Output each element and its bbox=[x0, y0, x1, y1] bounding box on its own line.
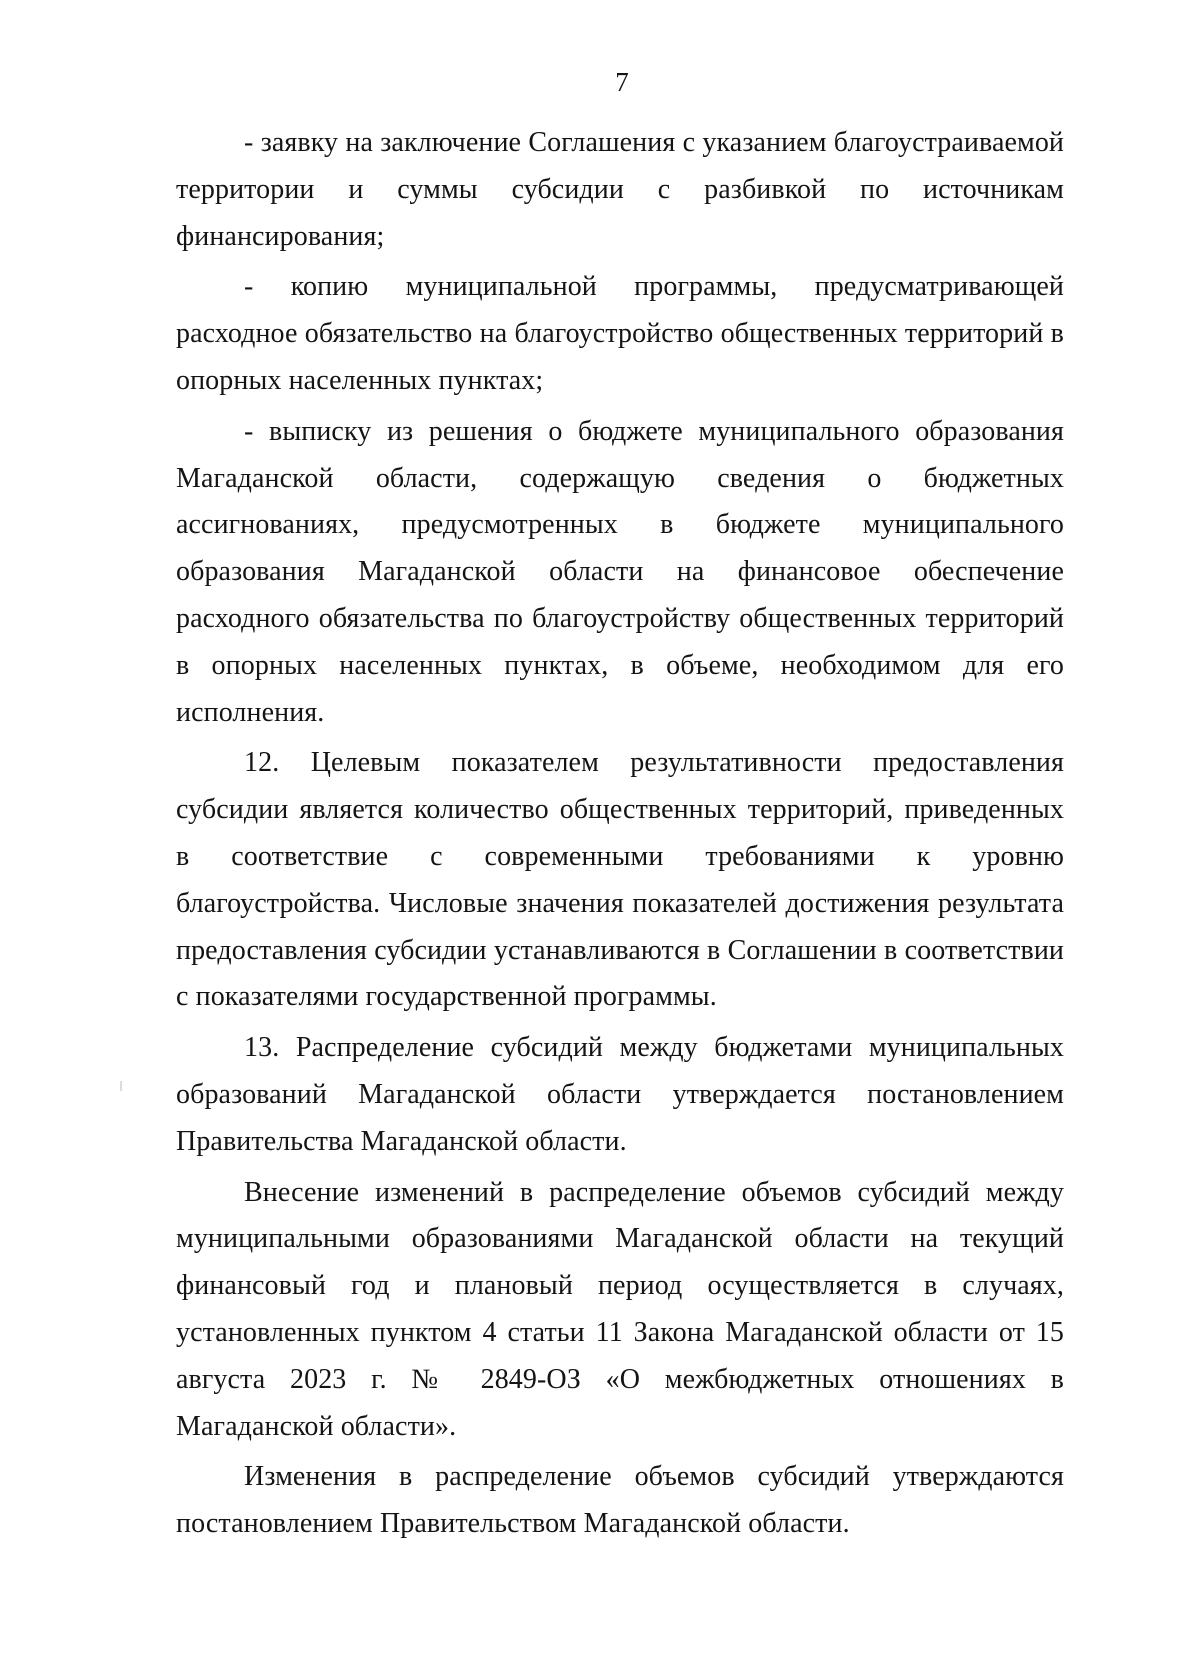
list-item-budget-extract: - выписку из решения о бюджете муниципального образования Магаданской области, содержащую сведения о бюджетных ассигнованиях, предусмотренных в бюджете муниципального образования Магаданской области на финансовое обеспечение расходного обязательства по благоустройству общественных территорий в опорных населенных пунктах, в объеме, необходимом для его исполнения. bbox=[176, 415, 1064, 728]
paragraph-changes-approval: Изменения в распределение объемов субсидий утверждаются постановлением Правительством Магаданской области. bbox=[176, 1461, 1064, 1540]
page-number: 7 bbox=[615, 67, 629, 97]
paragraph-13: 13. Распределение субсидий между бюджетами муниципальных образований Магаданской области утверждается постановлением Правительства Магаданской области. bbox=[176, 1032, 1064, 1157]
paragraph-12: 12. Целевым показателем результативности предоставления субсидии является количество общественных территорий, приведенных в соответствие с современными требованиями к уровню благоустройства. Числовые значения показателей достижения результата предоставления субсидии устанавливаются в Соглашении в соответствии с показателями государственной программы. bbox=[176, 747, 1064, 1013]
list-item-program-copy: - копию муниципальной программы, предусматривающей расходное обязательство на благоустройство общественных территорий в опорных населенных пунктах; bbox=[176, 271, 1064, 396]
scan-margin-mark bbox=[120, 1081, 122, 1091]
paragraph-amendments: Внесение изменений в распределение объемов субсидий между муниципальными образованиями Магаданской области на текущий финансовый год и плановый период осуществляется в случаях, установленных пунктом 4 статьи 11 Закона Магаданской области от 15 августа 2023 г. № 2849-ОЗ «О межбюджетных отношениях в Магаданской области». bbox=[176, 1176, 1064, 1442]
document-body bbox=[176, 120, 1064, 1548]
list-item-application: - заявку на заключение Соглашения с указанием благоустраиваемой территории и суммы субсидии с разбивкой по источникам финансирования; bbox=[176, 127, 1064, 252]
